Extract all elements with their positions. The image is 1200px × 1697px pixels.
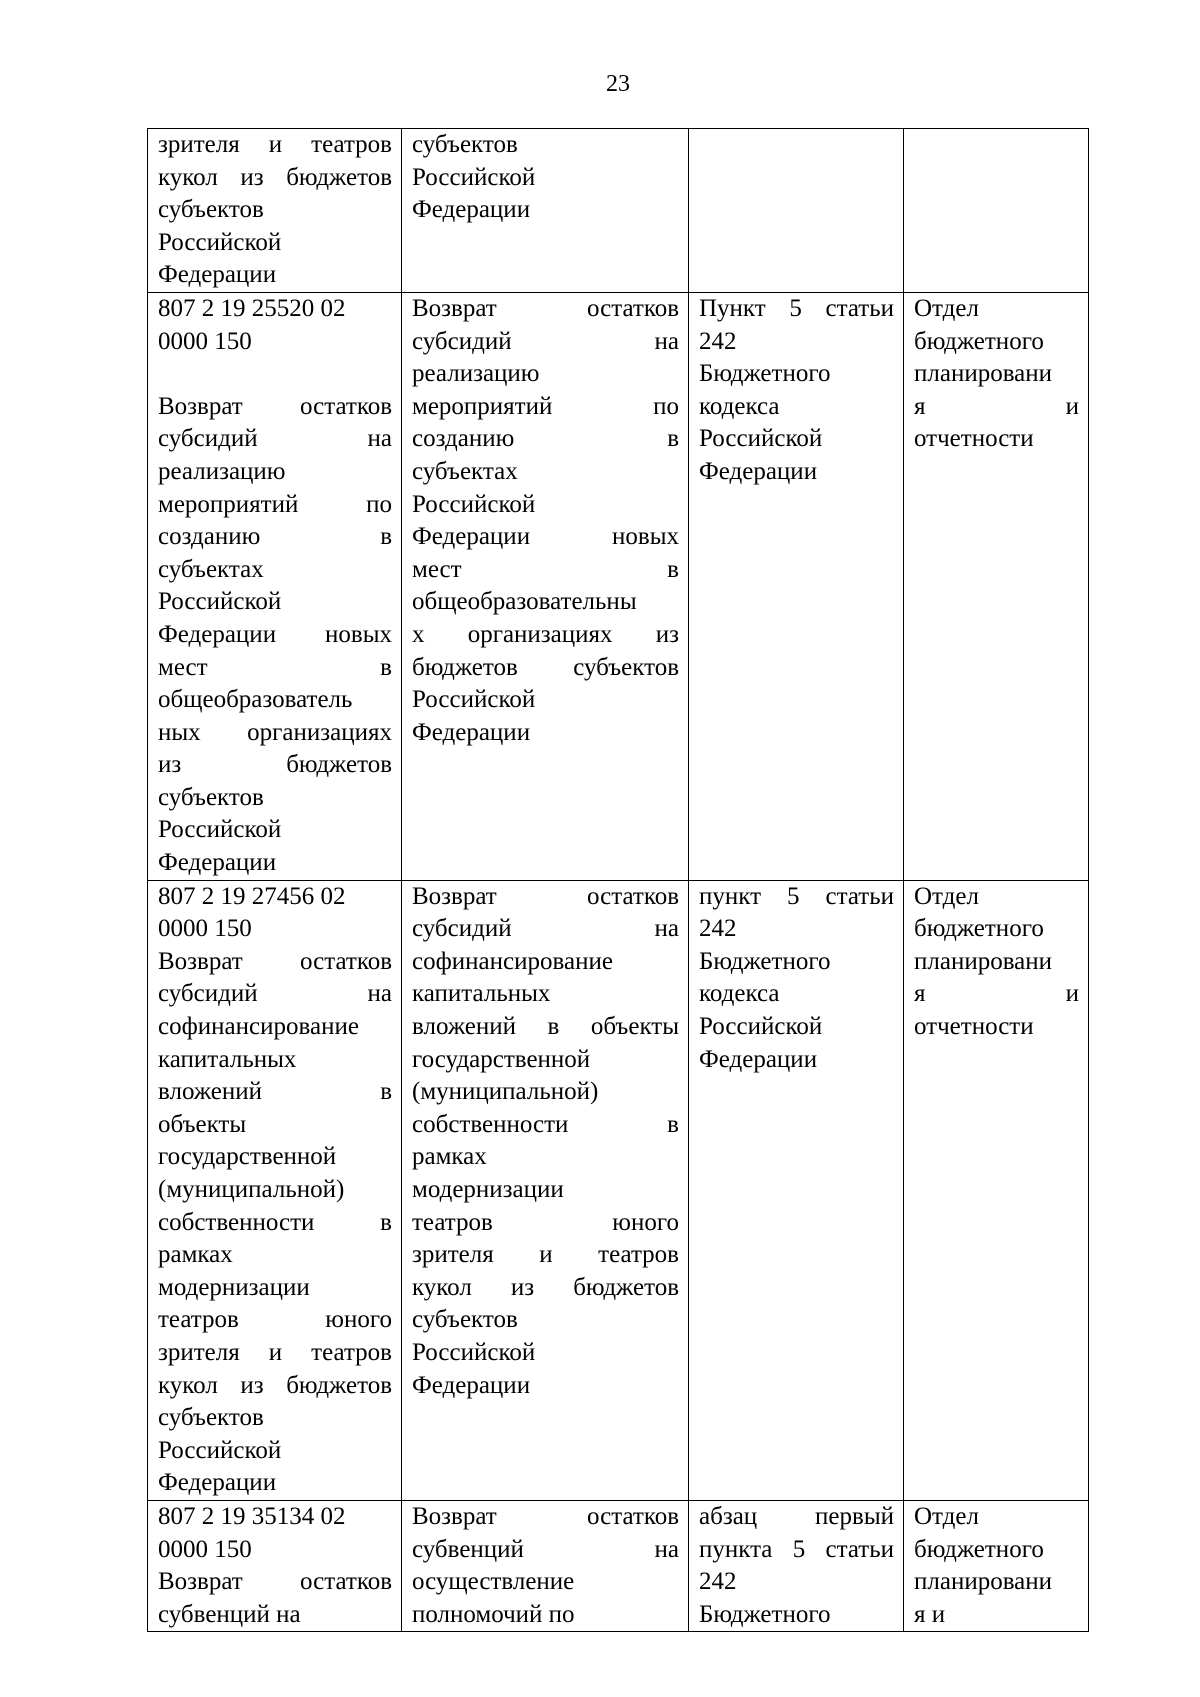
cell-text-line: Федерации bbox=[412, 196, 531, 224]
cell-text-line: 242 bbox=[699, 1568, 737, 1596]
cell-text-line: Возврат остатков bbox=[412, 294, 679, 322]
budget-codes-table bbox=[147, 128, 1089, 1632]
cell-text-line: 0000 150 bbox=[158, 1535, 252, 1563]
cell-text-line: из бюджетов bbox=[158, 751, 392, 779]
cell-text-line: 242 bbox=[699, 327, 737, 355]
cell-text-line: планировани bbox=[914, 947, 1053, 975]
cell-text-line: 0000 150 bbox=[158, 915, 252, 943]
cell-text-line: я и bbox=[914, 980, 1079, 1008]
department-cell bbox=[904, 292, 1089, 880]
cell-text-line: Российской bbox=[412, 686, 536, 714]
cell-text-line: государственной bbox=[412, 1045, 591, 1073]
page-number: 23 bbox=[606, 71, 630, 97]
cell-text-line: бюджетного bbox=[914, 1535, 1044, 1563]
cell-text-line: общеобразовательны bbox=[412, 588, 637, 616]
cell-text-line: Российской bbox=[699, 425, 823, 453]
cell-text-line: театров юного bbox=[412, 1208, 679, 1236]
cell-text-line: бюджетов субъектов bbox=[412, 653, 679, 681]
cell-text-line: субъектов bbox=[412, 131, 518, 158]
cell-text-line: субъектах bbox=[158, 555, 264, 583]
cell-text-line: Бюджетного bbox=[699, 947, 831, 975]
cell-text-line: собственности в bbox=[412, 1110, 679, 1138]
cell-text-line: 807 2 19 25520 02 bbox=[158, 294, 346, 322]
cell-text-line: субъектов bbox=[158, 783, 264, 811]
cell-text-line: зрителя и театров bbox=[412, 1241, 679, 1269]
cell-text-line: реализацию bbox=[158, 457, 286, 485]
cell-text-line: (муниципальной) bbox=[158, 1176, 345, 1203]
description-cell bbox=[402, 292, 689, 880]
cell-text-line: Бюджетного bbox=[699, 1600, 831, 1628]
cell-text-line: мест в bbox=[412, 555, 679, 583]
cell-text-line: театров юного bbox=[158, 1306, 392, 1334]
cell-text-line: Российской bbox=[158, 1436, 282, 1464]
cell-text-line: зрителя и театров bbox=[158, 1338, 392, 1366]
department-cell bbox=[904, 880, 1089, 1500]
table-body bbox=[148, 129, 1089, 1632]
cell-text-line: планировани bbox=[914, 1568, 1053, 1596]
cell-text-line: софинансирование bbox=[412, 947, 613, 975]
cell-text-line: 242 bbox=[699, 915, 737, 943]
cell-text-line: бюджетного bbox=[914, 915, 1044, 943]
cell-text-line: Отдел bbox=[914, 882, 979, 910]
cell-text-line: Возврат остатков bbox=[412, 882, 679, 910]
cell-text-line: софинансирование bbox=[158, 1013, 359, 1041]
table-row bbox=[148, 1500, 1089, 1631]
cell-text-line: кукол из бюджетов bbox=[158, 1371, 392, 1399]
cell-text-line: бюджетного bbox=[914, 327, 1044, 355]
cell-text-line: объекты bbox=[158, 1110, 247, 1138]
cell-text-line: 807 2 19 27456 02 bbox=[158, 882, 346, 910]
cell-text-line: пункт 5 статьи bbox=[699, 882, 894, 910]
description-cell bbox=[402, 1500, 689, 1631]
cell-text-line: осуществление bbox=[412, 1568, 575, 1596]
cell-text-line: пункта 5 статьи bbox=[699, 1535, 894, 1563]
cell-text-line: абзац первый bbox=[699, 1502, 894, 1530]
blank-line bbox=[158, 358, 392, 391]
cell-text-line: субсидий на bbox=[412, 915, 679, 943]
table-row bbox=[148, 129, 1089, 293]
cell-text-line: Российской bbox=[412, 163, 536, 191]
cell-text-line: модернизации bbox=[412, 1176, 564, 1203]
code-and-description-cell bbox=[148, 129, 402, 293]
cell-text-line: Российской bbox=[158, 588, 282, 616]
code-and-description-cell bbox=[148, 880, 402, 1500]
cell-text-line: созданию в bbox=[158, 523, 392, 551]
cell-text-line: Российской bbox=[412, 490, 536, 518]
table-row bbox=[148, 880, 1089, 1500]
cell-text-line: субвенций на bbox=[412, 1535, 679, 1563]
cell-text-line: х организациях из bbox=[412, 620, 679, 648]
cell-text-line: Возврат остатков bbox=[158, 1568, 392, 1596]
cell-text-line: Российской bbox=[699, 1013, 823, 1041]
cell-text-line: Возврат остатков bbox=[158, 947, 392, 975]
legal-basis-cell bbox=[689, 129, 904, 293]
cell-text-line: (муниципальной) bbox=[412, 1078, 599, 1106]
cell-text-line: Федерации bbox=[158, 261, 277, 289]
cell-text-line: Российской bbox=[158, 816, 282, 844]
cell-text-line: субсидий на bbox=[412, 327, 679, 355]
legal-basis-cell bbox=[689, 292, 904, 880]
cell-text-line: Федерации bbox=[158, 1469, 277, 1497]
cell-text-line: реализацию bbox=[412, 360, 540, 388]
cell-text-line: ных организациях bbox=[158, 718, 392, 746]
cell-text-line: Российской bbox=[158, 228, 282, 256]
cell-text-line: субъектов bbox=[158, 1404, 264, 1432]
cell-text-line: Федерации новых bbox=[412, 523, 679, 551]
legal-basis-cell bbox=[689, 1500, 904, 1631]
cell-text-line: субвенций на bbox=[158, 1600, 301, 1628]
code-and-description-cell bbox=[148, 292, 402, 880]
cell-text-line: Федерации bbox=[412, 1371, 531, 1399]
cell-text-line: общеобразователь bbox=[158, 686, 353, 714]
cell-text-line: 807 2 19 35134 02 bbox=[158, 1502, 346, 1530]
cell-text-line: Бюджетного bbox=[699, 360, 831, 388]
cell-text-line: субсидий на bbox=[158, 425, 392, 453]
cell-text-line: отчетности bbox=[914, 1013, 1034, 1041]
cell-text-line: вложений в объекты bbox=[412, 1013, 679, 1041]
cell-text-line: Российской bbox=[412, 1338, 536, 1366]
department-cell bbox=[904, 129, 1089, 293]
cell-text-line: вложений в bbox=[158, 1078, 392, 1106]
cell-text-line: капитальных bbox=[412, 980, 551, 1008]
legal-basis-cell bbox=[689, 880, 904, 1500]
cell-text-line: кукол из бюджетов bbox=[412, 1273, 679, 1301]
cell-text-line: кодекса bbox=[699, 980, 780, 1008]
cell-text-line: рамках bbox=[412, 1143, 487, 1171]
cell-text-line: я и bbox=[914, 392, 1079, 420]
cell-text-line: капитальных bbox=[158, 1045, 297, 1073]
cell-text-line: Отдел bbox=[914, 1502, 979, 1530]
cell-text-line: 0000 150 bbox=[158, 327, 252, 355]
cell-text-line: мест в bbox=[158, 653, 392, 681]
cell-text-line: Возврат остатков bbox=[158, 392, 392, 420]
cell-text-line: Возврат остатков bbox=[412, 1502, 679, 1530]
cell-text-line: я и bbox=[914, 1600, 946, 1628]
cell-text-line: государственной bbox=[158, 1143, 337, 1171]
cell-text-line: кукол из бюджетов bbox=[158, 163, 392, 191]
cell-text-line: созданию в bbox=[412, 425, 679, 453]
cell-text-line: субъектов bbox=[158, 196, 264, 224]
cell-text-line: полномочий по bbox=[412, 1600, 575, 1628]
cell-text-line: кодекса bbox=[699, 392, 780, 420]
cell-text-line: планировани bbox=[914, 360, 1053, 388]
department-cell bbox=[904, 1500, 1089, 1631]
description-cell bbox=[402, 880, 689, 1500]
cell-text-line: мероприятий по bbox=[158, 490, 392, 518]
code-and-description-cell bbox=[148, 1500, 402, 1631]
cell-text-line: рамках bbox=[158, 1241, 233, 1269]
cell-text-line: субсидий на bbox=[158, 980, 392, 1008]
cell-text-line: Федерации bbox=[699, 1045, 818, 1073]
cell-text-line: модернизации bbox=[158, 1273, 310, 1301]
table-row bbox=[148, 292, 1089, 880]
cell-text-line: Пункт 5 статьи bbox=[699, 294, 894, 322]
cell-text-line: субъектов bbox=[412, 1306, 518, 1334]
cell-text-line: Федерации bbox=[699, 457, 818, 485]
cell-text-line: субъектах bbox=[412, 457, 518, 485]
cell-text-line: мероприятий по bbox=[412, 392, 679, 420]
description-cell bbox=[402, 129, 689, 293]
cell-text-line: отчетности bbox=[914, 425, 1034, 453]
cell-text-line: собственности в bbox=[158, 1208, 392, 1236]
cell-text-line: Отдел bbox=[914, 294, 979, 322]
cell-text-line: Федерации новых bbox=[158, 620, 392, 648]
cell-text-line: Федерации bbox=[158, 849, 277, 877]
cell-text-line: Федерации bbox=[412, 718, 531, 746]
cell-text-line: зрителя и театров bbox=[158, 131, 392, 158]
